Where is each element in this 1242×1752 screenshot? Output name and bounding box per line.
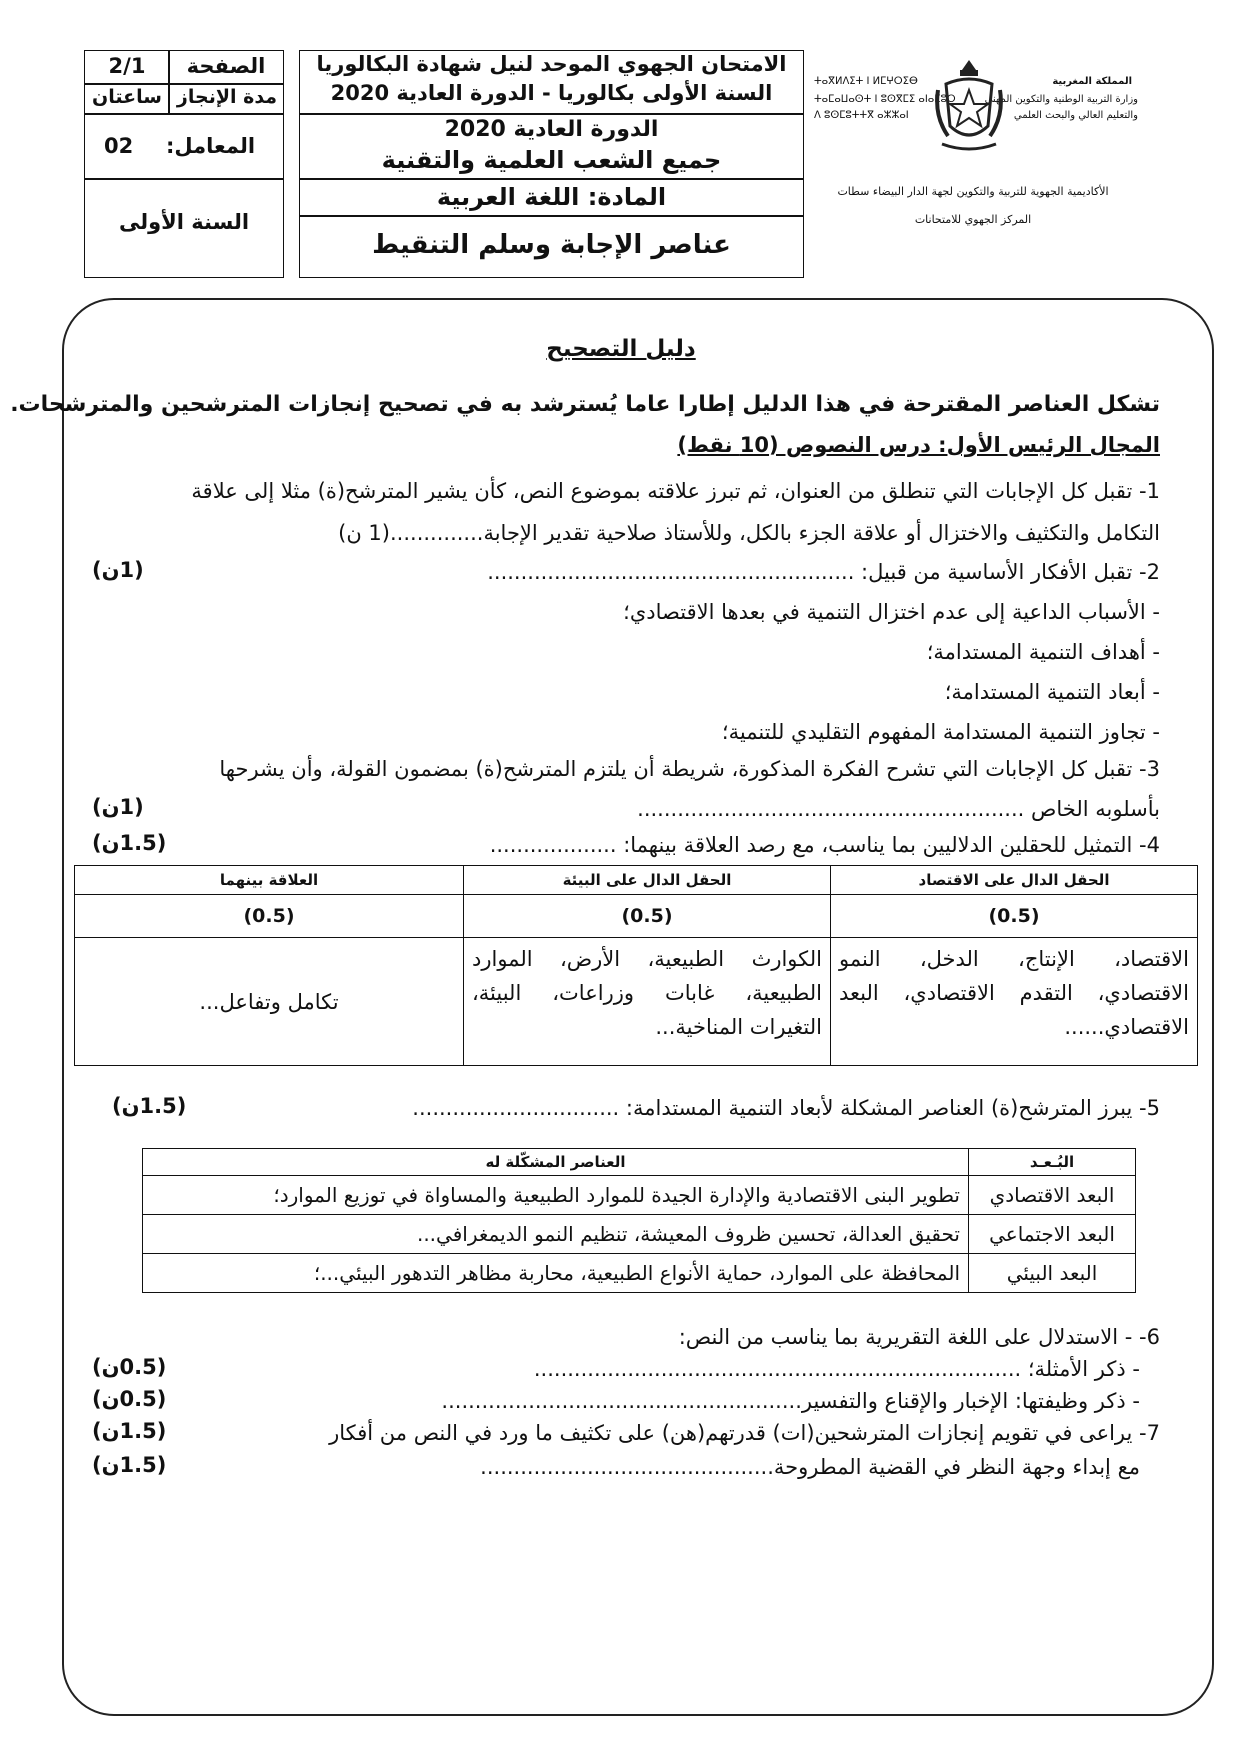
- royal-emblem-icon: [932, 56, 1006, 156]
- table-header: العلاقة بينهما: [75, 866, 464, 895]
- q2-item: - أبعاد التنمية المستدامة؛: [944, 680, 1160, 704]
- exam-center-name: المركز الجهوي للامتحانات: [914, 213, 1032, 226]
- q2-points: (1ن): [92, 558, 144, 582]
- table-header: الحقل الدال على الاقتصاد: [831, 866, 1198, 895]
- exam-header: [84, 50, 1138, 278]
- doc-type-label: عناصر الإجابة وسلم التنقيط: [372, 230, 731, 260]
- duration-value: ساعتان: [92, 86, 162, 108]
- table-row-dimension: البعد الاجتماعي: [969, 1215, 1136, 1254]
- score-cell: (0.5): [464, 895, 831, 938]
- q6-item-1-points: (0.5ن): [92, 1355, 167, 1379]
- dimensions-table: [142, 1148, 1136, 1293]
- institution-name-tifinagh-1: ⵜⴰⴳⵍⴷⵉⵜ ⵏ ⵍⵎⵖⵔⵉⴱ: [814, 76, 918, 87]
- table-row-elements: تطوير البنى الاقتصادية والإدارة الجيدة للموارد الطبيعية والمساواة في توزيع الموارد؛: [143, 1176, 969, 1215]
- coefficient-label: المعامل:: [166, 134, 256, 158]
- q2-item: - الأسباب الداعية إلى عدم اختزال التنمية في بعدها الاقتصادي؛: [623, 600, 1160, 624]
- domain-heading: المجال الرئيس الأول: درس النصوص (10 نقط): [677, 433, 1160, 457]
- table-header: العناصر المشكّلة له: [143, 1149, 969, 1176]
- institution-name-ar-2: وزارة التربية الوطنية والتكوين المهني: [984, 94, 1138, 105]
- q7-line-2: مع إبداء وجهة النظر في القضية المطروحة............................................: [480, 1455, 1140, 1479]
- page-value: 2/1: [108, 54, 146, 78]
- institution-name-tifinagh-2: ⵜⴰⵎⴰⵡⴰⵙⵜ ⵏ ⵓⵙⴳⵎⵉ ⴰⵏⴰⵎⵓⵔ: [814, 94, 956, 105]
- guide-title: دليل التصحيح: [546, 336, 696, 362]
- semantic-fields-table: [74, 865, 1198, 1066]
- q1-line-1: 1- تقبل كل الإجابات التي تنطلق من العنوان، ثم تبرز علاقته بموضوع النص، كأن يشير المترشح(ة) مثلا إلى علاقة: [191, 479, 1160, 503]
- table-row-dimension: البعد البيئي: [969, 1254, 1136, 1293]
- q3-points: (1ن): [92, 795, 144, 819]
- table-row-elements: المحافظة على الموارد، حماية الأنواع الطبيعية، محاربة مظاهر التدهور البيئي...؛: [143, 1254, 969, 1293]
- q2-item: - تجاوز التنمية المستدامة المفهوم التقليدي للتنمية؛: [721, 720, 1160, 744]
- q5-points: (1.5ن): [112, 1094, 187, 1118]
- institution-name-ar-3: والتعليم العالي والبحث العلمي: [1013, 110, 1138, 121]
- institution-name-tifinagh-3: ⴷ ⵓⵙⵎⵓⵜⵜⴳ ⴰⵣⵣⴰⵏ: [814, 110, 909, 121]
- score-cell: (0.5): [831, 895, 1198, 938]
- guide-intro: تشكل العناصر المقترحة في هذا الدليل إطارا عاما يُسترشد به في تصحيح إنجازات المترشحين والمترشحات.: [10, 392, 1160, 417]
- streams-label: جميع الشعب العلمية والتقنية: [381, 146, 722, 174]
- duration-label: مدة الإنجاز: [176, 86, 278, 108]
- q1-line-2: التكامل والتكثيف والاختزال أو علاقة الجزء بالكل، وللأستاذ صلاحية تقدير الإجابة..............(1 ن): [338, 521, 1160, 545]
- institution-logo-block: [814, 56, 1138, 176]
- q6-item-1: - ذكر الأمثلة؛ .........................................................................: [533, 1357, 1140, 1381]
- q6-item-2: - ذكر وظيفتها: الإخبار والإقناع والتفسير......................................................: [441, 1389, 1140, 1413]
- q2-item: - أهداف التنمية المستدامة؛: [926, 640, 1160, 664]
- academy-name: الأكاديمية الجهوية للتربية والتكوين لجهة الدار البيضاء سطات: [837, 185, 1109, 198]
- q3-line-2: بأسلوبه الخاص ..........................................................: [637, 797, 1160, 821]
- table-row-elements: تحقيق العدالة، تحسين ظروف المعيشة، تنظيم النمو الديمغرافي...: [143, 1215, 969, 1254]
- q7-line-1: 7- يراعى في تقويم إنجازات المترشحين(ات) قدرتهم(هن) على تكثيف ما ورد في النص من أفكار: [329, 1421, 1160, 1445]
- q5-line: 5- يبرز المترشح(ة) العناصر المشكلة لأبعاد التنمية المستدامة: ...............................: [412, 1096, 1160, 1120]
- environment-field-cell: الكوارث الطبيعية، الأرض، الموارد الطبيعية، غابات وزراعات، البيئة، التغيرات المناخية...: [464, 938, 831, 1066]
- q3-line-1: 3- تقبل كل الإجابات التي تشرح الفكرة المذكورة، شريطة أن يلتزم المترشح(ة) بمضمون القولة، وأن يشرحها: [219, 757, 1160, 781]
- institution-name-ar-1: المملكة المغربية: [1052, 76, 1132, 87]
- subject-label: المادة: اللغة العربية: [436, 183, 667, 211]
- score-cell: (0.5): [75, 895, 464, 938]
- table-header: البُـعـد: [969, 1149, 1136, 1176]
- economy-field-cell: الاقتصاد، الإنتاج، الدخل، النمو الاقتصادي، التقدم الاقتصادي، البعد الاقتصادي......: [831, 938, 1198, 1066]
- table-header: الحقل الدال على البيئة: [464, 866, 831, 895]
- exam-title: الامتحان الجهوي الموحد لنيل شهادة البكالوريا: [316, 52, 787, 76]
- page-label: الصفحة: [186, 54, 266, 78]
- q2-line: 2- تقبل الأفكار الأساسية من قبيل: .......................................................: [487, 560, 1160, 584]
- q6-item-2-points: (0.5ن): [92, 1387, 167, 1411]
- q6-line: 6- - الاستدلال على اللغة التقريرية بما يناسب من النص:: [678, 1325, 1160, 1349]
- level-label: السنة الأولى: [118, 210, 250, 234]
- relation-cell: تكامل وتفاعل...: [75, 938, 464, 1066]
- q7-line-1-points: (1.5ن): [92, 1419, 167, 1443]
- table-row-dimension: البعد الاقتصادي: [969, 1176, 1136, 1215]
- coefficient-value: 02: [104, 134, 134, 158]
- q7-line-2-points: (1.5ن): [92, 1453, 167, 1477]
- q4-points: (1.5ن): [92, 831, 167, 855]
- q4-line: 4- التمثيل للحقلين الدلاليين بما يناسب، مع رصد العلاقة بينهما: ...................: [489, 833, 1160, 857]
- exam-year-line: السنة الأولى بكالوريا - الدورة العادية 2020: [330, 81, 773, 105]
- session-label: الدورة العادية 2020: [444, 117, 659, 142]
